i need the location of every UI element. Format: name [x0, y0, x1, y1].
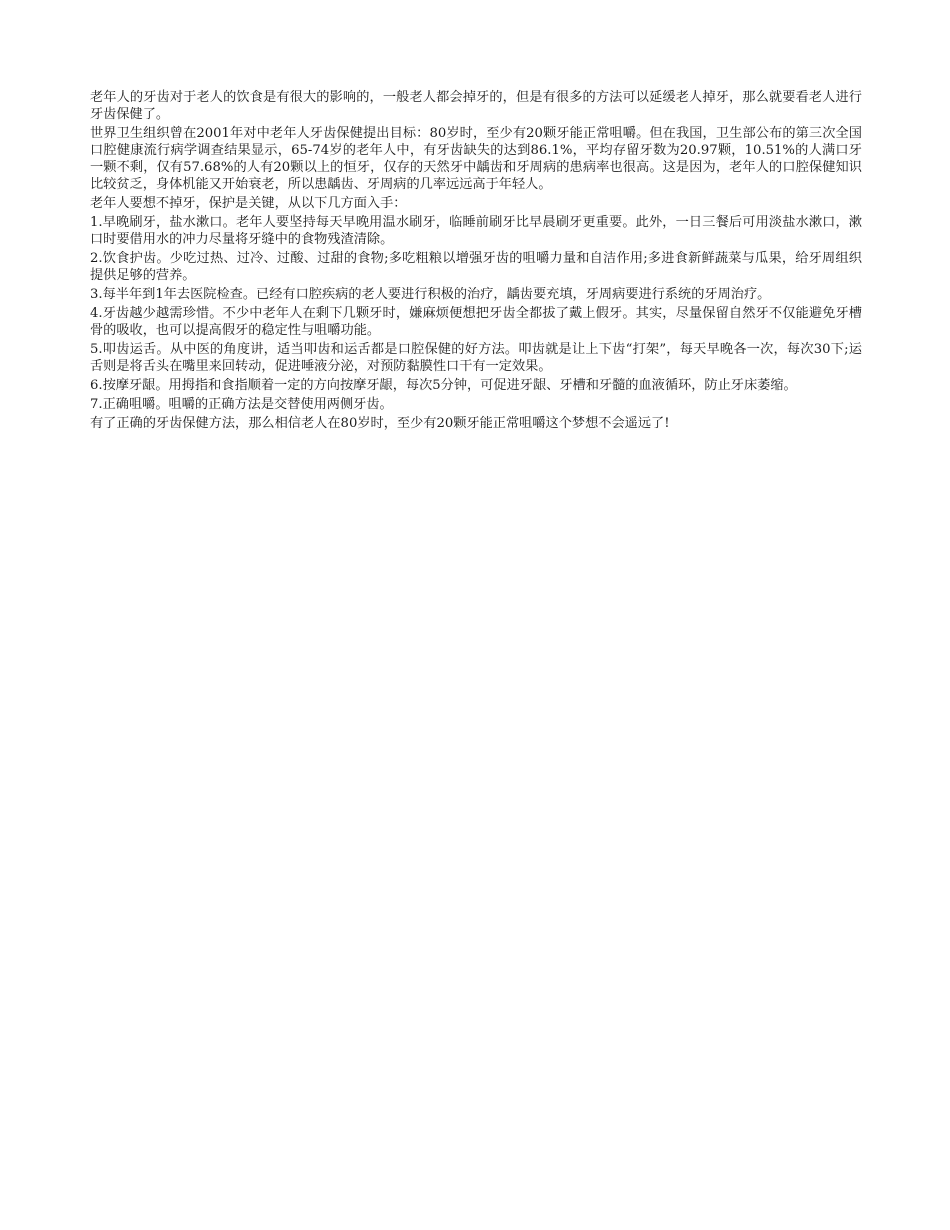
- intro-paragraph: 老年人的牙齿对于老人的饮食是有很大的影响的，一般老人都会掉牙的，但是有很多的方法可以延缓老人掉牙，那么就要看老人进行牙齿保健了。: [90, 90, 862, 122]
- tip-item-7: 7.正确咀嚼。咀嚼的正确方法是交替使用两侧牙齿。: [90, 397, 393, 412]
- tip-item-1: 1.早晚刷牙，盐水漱口。老年人要坚持每天早晚用温水刷牙，临睡前刷牙比早晨刷牙更重要。此外，一日三餐后可用淡盐水漱口，漱口时要借用水的冲力尽量将牙缝中的食物残渣清除。: [90, 215, 862, 247]
- conclusion-paragraph: 有了正确的牙齿保健方法，那么相信老人在80岁时，至少有20颗牙能正常咀嚼这个梦想不会遥远了!: [90, 416, 670, 431]
- tip-item-3: 3.每半年到1年去医院检查。已经有口腔疾病的老人要进行积极的治疗，龋齿要充填，牙周病要进行系统的牙周治疗。: [90, 287, 771, 302]
- tip-item-2: 2.饮食护齿。少吃过热、过冷、过酸、过甜的食物;多吃粗粮以增强牙齿的咀嚼力量和自洁作用;多进食新鲜蔬菜与瓜果，给牙周组织提供足够的营养。: [90, 251, 862, 283]
- lead-in-paragraph: 老年人要想不掉牙，保护是关键，从以下几方面入手：: [90, 196, 407, 211]
- tip-item-4: 4.牙齿越少越需珍惜。不少中老年人在剩下几颗牙时，嫌麻烦便想把牙齿全都拔了戴上假牙。其实，尽量保留自然牙不仅能避免牙槽骨的吸收，也可以提高假牙的稳定性与咀嚼功能。: [90, 306, 862, 338]
- tip-item-6: 6.按摩牙龈。用拇指和食指顺着一定的方向按摩牙龈，每次5分钟，可促进牙龈、牙槽和牙髓的血液循环，防止牙床萎缩。: [90, 378, 797, 393]
- article-body: [90, 89, 862, 434]
- tip-item-5: 5.叩齿运舌。从中医的角度讲，适当叩齿和运舌都是口腔保健的好方法。叩齿就是让上下齿“打架”，每天早晚各一次，每次30下;运舌则是将舌头在嘴里来回转动，促进唾液分泌，对预防黏膜性口干有一定效果。: [90, 342, 862, 374]
- who-goal-paragraph: 世界卫生组织曾在2001年对中老年人牙齿保健提出目标：80岁时，至少有20颗牙能正常咀嚼。但在我国，卫生部公布的第三次全国口腔健康流行病学调查结果显示，65-74岁的老年人中，有牙齿缺失的达到86.1%，平均存留牙数为20.97颗，10.51%的人满口牙一颗不剩，仅有57.68%的人有20颗以上的恒牙，仅存的天然牙中龋齿和牙周病的患病率也很高。这是因为，老年人的口腔保健知识比较贫乏，身体机能又开始衰老，所以患龋齿、牙周病的几率远远高于年轻人。: [90, 126, 862, 192]
